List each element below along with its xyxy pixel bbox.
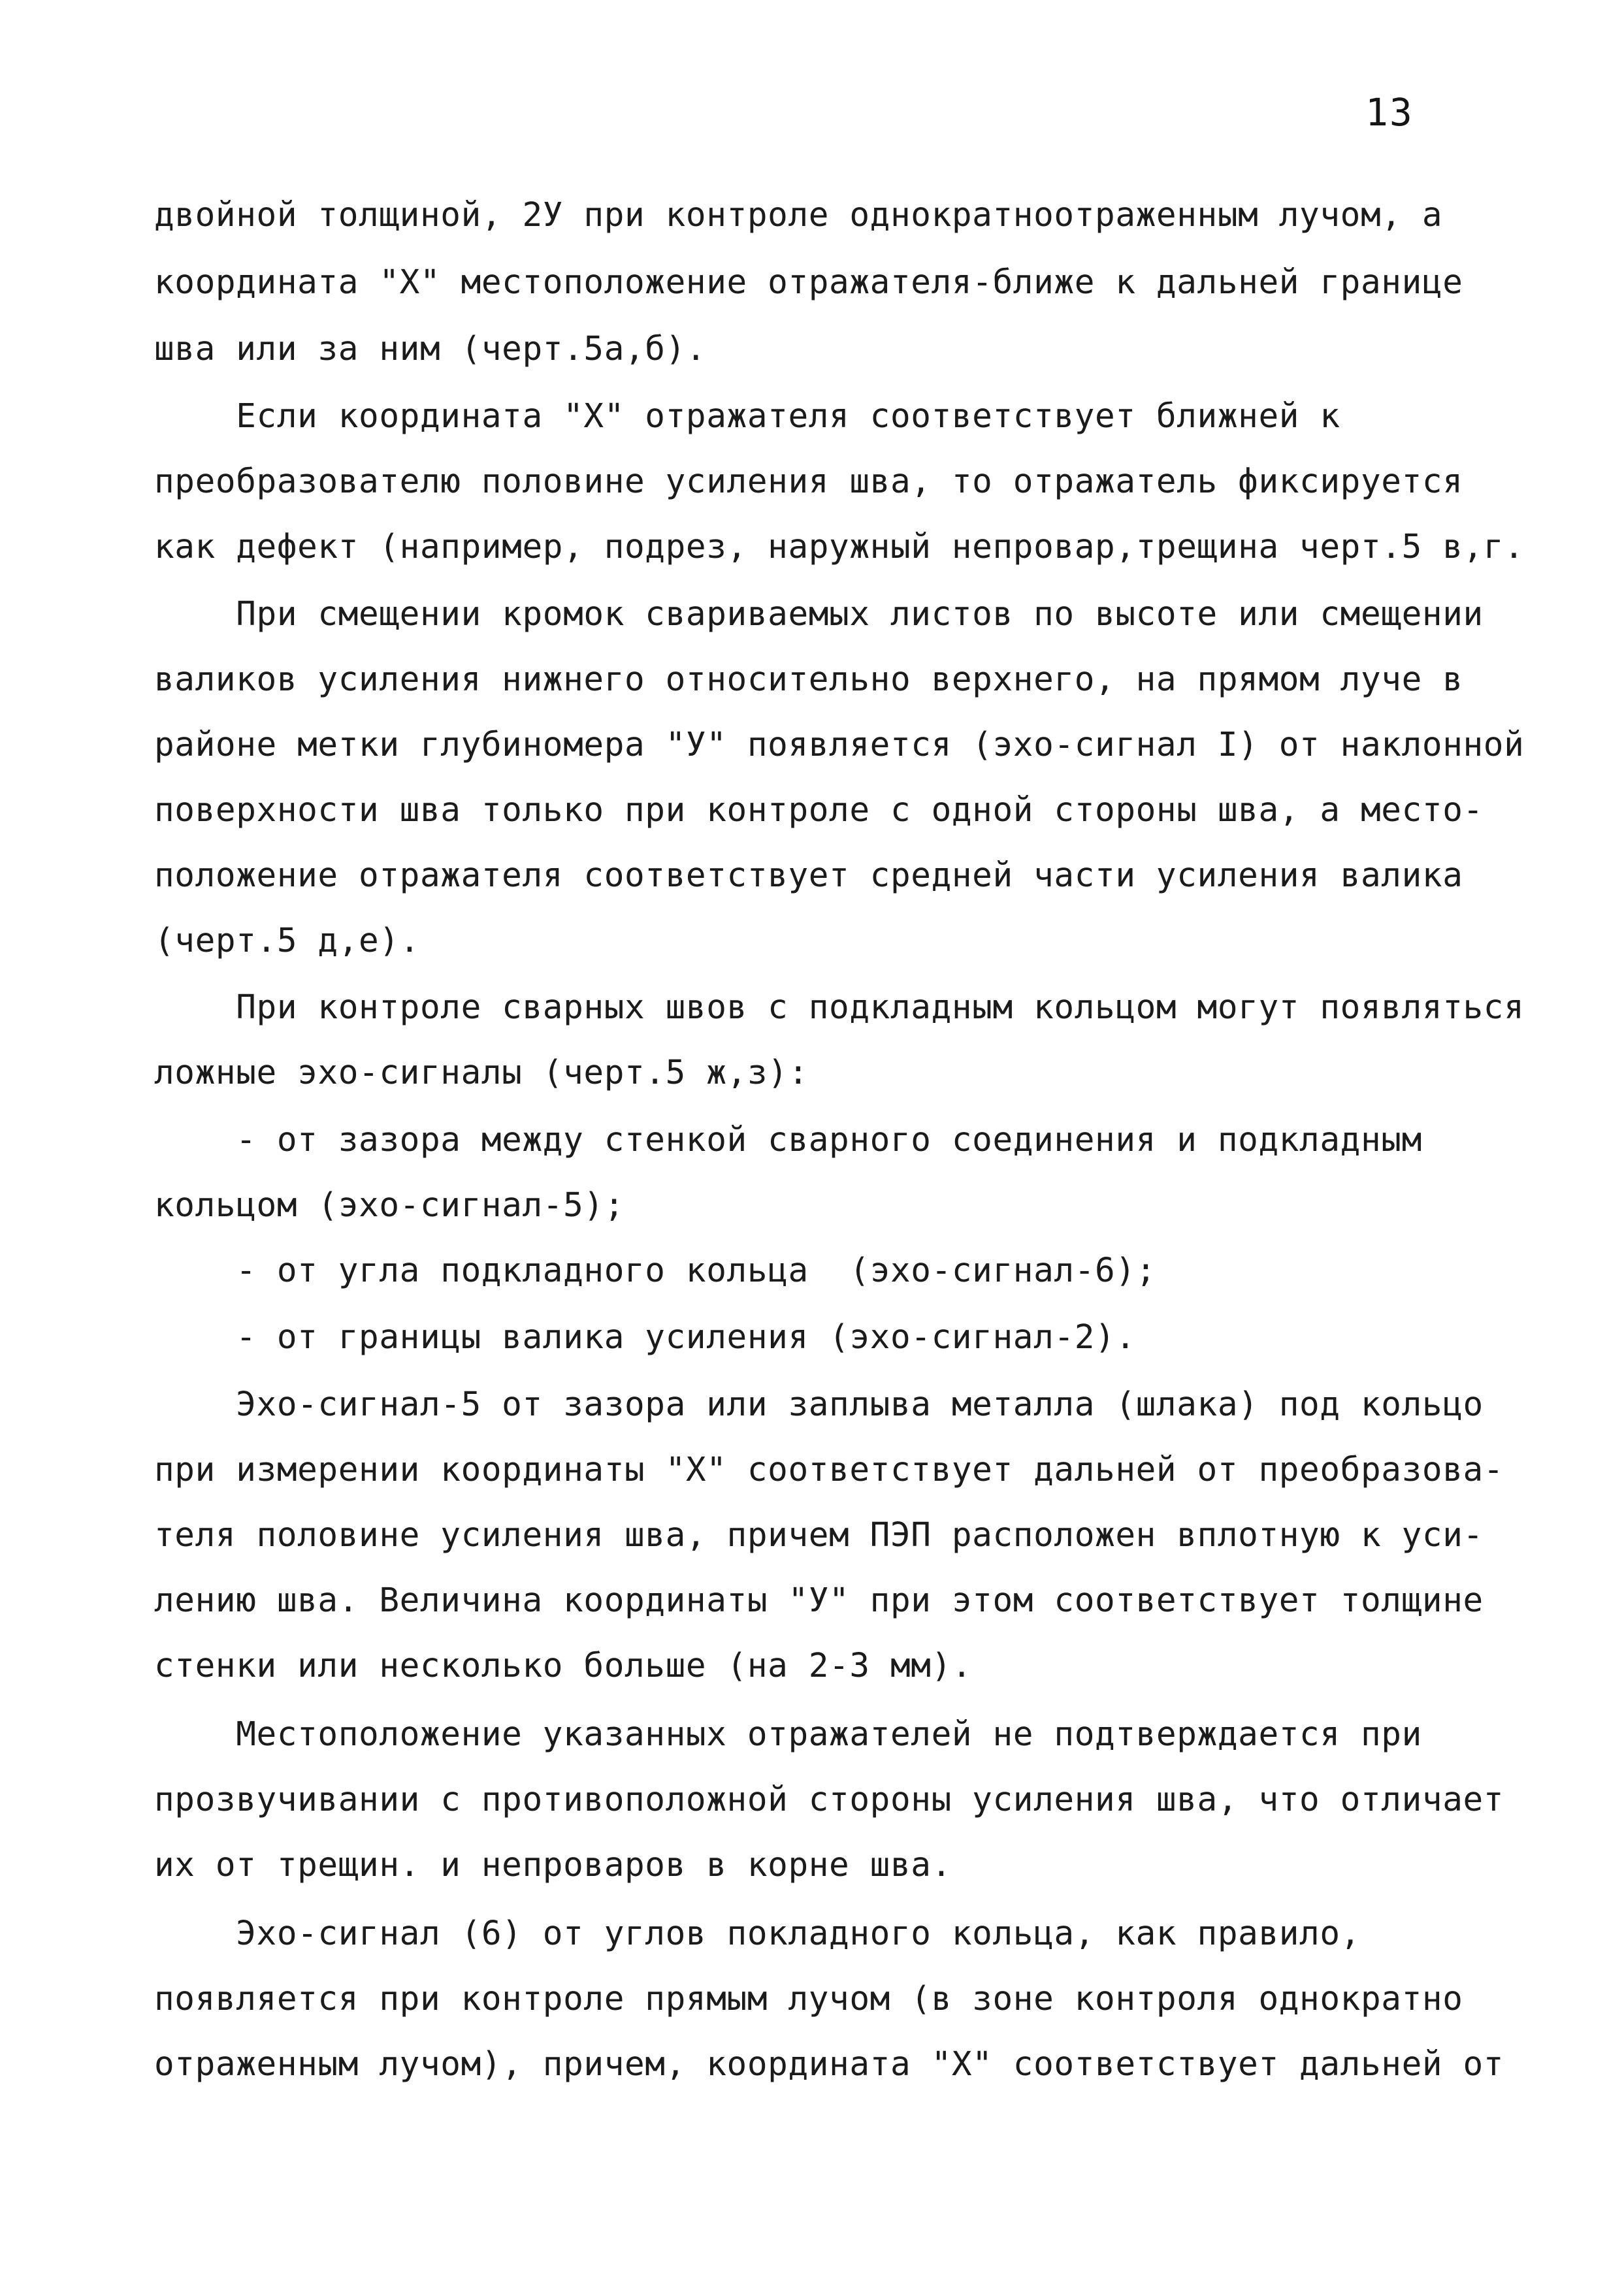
text-line: - от угла подкладного кольца (эхо-сигнал-6); bbox=[154, 1252, 1156, 1290]
text-line: валиков усиления нижнего относительно верхнего, на прямом луче в bbox=[154, 660, 1463, 699]
text-line: поверхности шва только при контроле с одной стороны шва, а место- bbox=[154, 791, 1484, 830]
text-line: отраженным лучом), причем, координата "Х" соответствует дальней от bbox=[154, 2045, 1504, 2084]
text-line: преобразователю половине усиления шва, то отражатель фиксируется bbox=[154, 462, 1463, 501]
text-line: Эхо-сигнал (6) от углов покладного кольца, как правило, bbox=[154, 1914, 1361, 1953]
text-line: - от зазора между стенкой сварного соединения и подкладным bbox=[154, 1121, 1422, 1159]
text-line: прозвучивании с противоположной стороны усиления шва, что отличает bbox=[154, 1781, 1504, 1819]
text-line: При контроле сварных швов с подкладным кольцом могут появляться bbox=[154, 988, 1525, 1027]
text-line: двойной толщиной, 2У при контроле однократноотраженным лучом, а bbox=[154, 196, 1443, 234]
text-line: при измерении координаты "Х" соответствует дальней от преобразова- bbox=[154, 1451, 1504, 1489]
text-line: их от трещин. и непроваров в корне шва. bbox=[154, 1846, 952, 1884]
text-line: ложные эхо-сигналы (черт.5 ж,з): bbox=[154, 1054, 809, 1092]
text-line: шва или за ним (черт.5а,б). bbox=[154, 330, 707, 368]
text-line: кольцом (эхо-сигнал-5); bbox=[154, 1186, 625, 1225]
text-line: Местоположение указанных отражателей не подтверждается при bbox=[154, 1715, 1422, 1754]
text-line: При смещении кромок свариваемых листов по высоте или смещении bbox=[154, 595, 1484, 634]
text-line: положение отражателя соответствует средней части усиления валика bbox=[154, 856, 1463, 895]
text-line: - от границы валика усиления (эхо-сигнал-2). bbox=[154, 1318, 1136, 1357]
text-line: (черт.5 д,е). bbox=[154, 922, 420, 960]
text-line: координата "Х" местоположение отражателя-ближе к дальней границе bbox=[154, 263, 1463, 302]
text-line: как дефект (например, подрез, наружный непровар,трещина черт.5 в,г. bbox=[154, 528, 1525, 566]
text-line: Если координата "Х" отражателя соответствует ближней к bbox=[154, 397, 1340, 436]
text-line: лению шва. Величина координаты "У" при этом соответствует толщине bbox=[154, 1581, 1484, 1620]
text-line: районе метки глубиномера "У" появляется (эхо-сигнал I) от наклонной bbox=[154, 726, 1525, 764]
page-number: 13 bbox=[1365, 90, 1414, 135]
text-line: Эхо-сигнал-5 от зазора или заплыва металла (шлака) под кольцо bbox=[154, 1385, 1484, 1424]
text-line: стенки или несколько больше (на 2-3 мм). bbox=[154, 1647, 973, 1685]
text-line: теля половине усиления шва, причем ПЭП расположен вплотную к уси- bbox=[154, 1516, 1484, 1555]
text-line: появляется при контроле прямым лучом (в зоне контроля однократно bbox=[154, 1980, 1463, 2018]
